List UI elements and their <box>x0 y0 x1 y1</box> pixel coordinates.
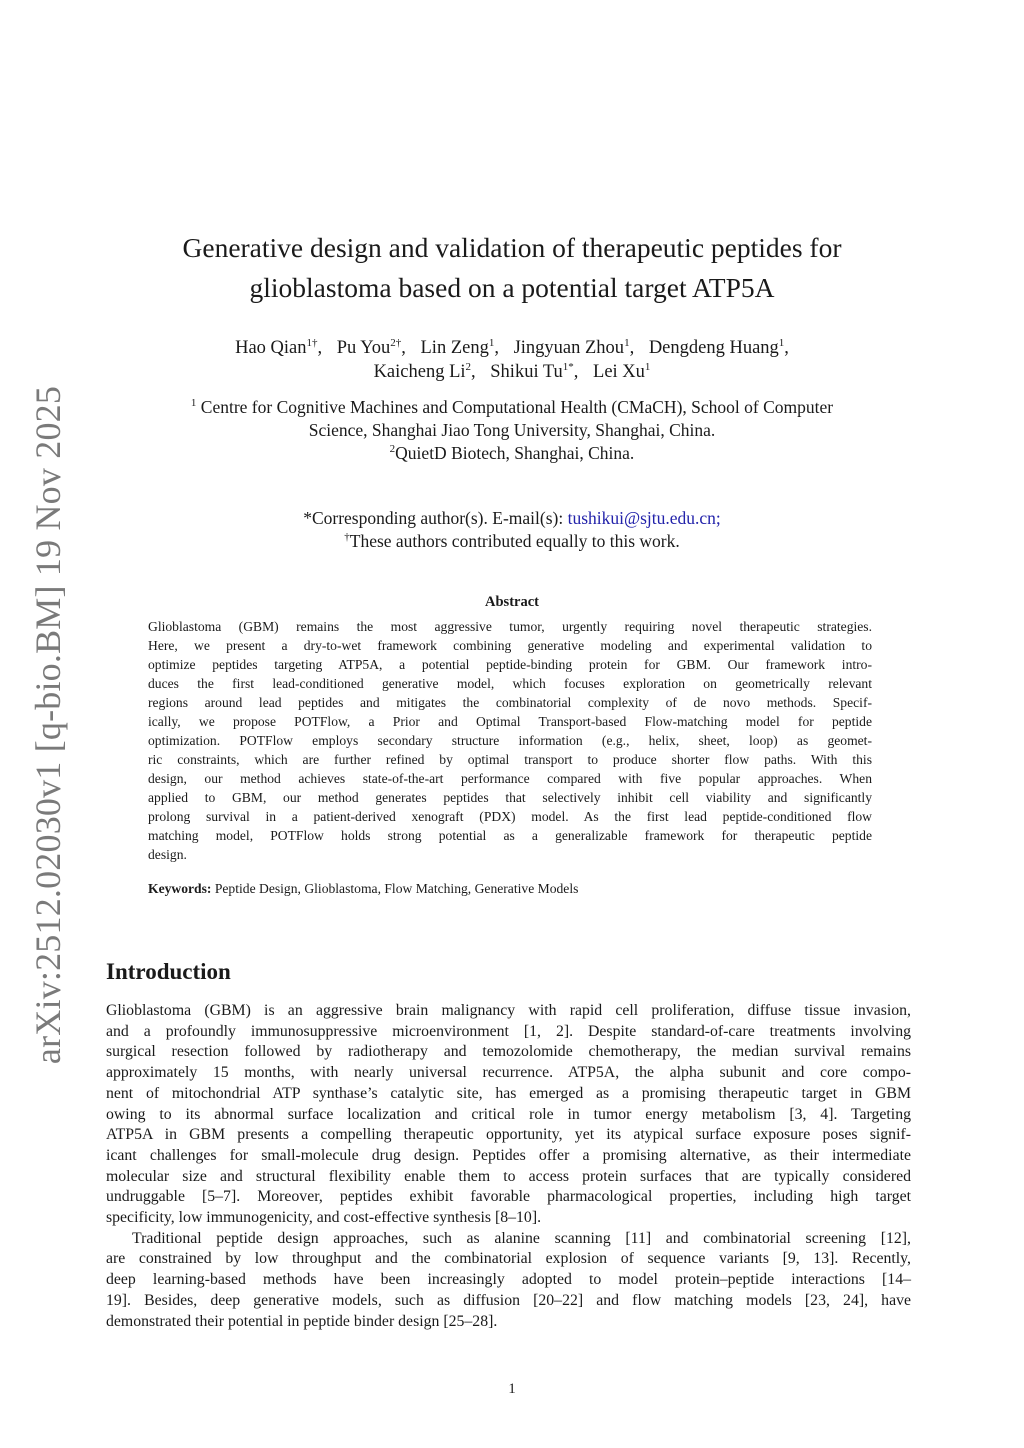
author: Dengdeng Huang$^1$, <box>648 337 789 358</box>
author: Lin Zeng$^1$, <box>420 337 499 358</box>
intro-line: 19]. Besides, deep generative models, such as diffusion [20–22] and flow matching models [23, 24], have <box>106 1291 911 1309</box>
intro-line: specificity, low immunogenicity, and cost-effective synthesis [8–10]. <box>106 1209 542 1227</box>
intro-line: nent of mitochondrial ATP synthase’s catalytic site, has emerged as a promising therapeutic target in GBM <box>106 1084 911 1102</box>
introduction-body <box>106 1001 911 1332</box>
title-line-1: Generative design and validation of therapeutic peptides for <box>182 232 842 263</box>
intro-line: surgical resection followed by radiotherapy and temozolomide chemotherapy, the median survival remains <box>106 1043 911 1061</box>
abstract-line: matching model, POTFlow holds strong potential as a generalizable framework for therapeutic peptide <box>148 828 872 843</box>
intro-line: undruggable [5–7]. Moreover, peptides exhibit favorable pharmacological properties, including high target <box>106 1188 911 1206</box>
keywords-text: Peptide Design, Glioblastoma, Flow Matching, Generative Models <box>211 881 579 896</box>
author: Lei Xu$^1$ <box>593 361 651 382</box>
intro-line: approximately 15 months, with nearly universal recurrence. ATP5A, the alpha subunit and core compo- <box>106 1064 911 1082</box>
author: Hao Qian$^{1\dagger}$, <box>235 337 323 358</box>
affiliation-1: $^1$ Centre for Cognitive Machines and Computational Health (CMaCH), School of Computer <box>190 397 834 417</box>
author-line-1 <box>112 336 912 360</box>
title-line-2: glioblastoma based on a potential target ATP5A <box>249 272 775 303</box>
author: Pu You$^{2\dagger}$, <box>336 337 406 358</box>
equal-contribution-note: †These authors contributed equally to this work. <box>344 531 680 551</box>
author-line-2 <box>112 360 912 384</box>
corresponding-author-line: *Corresponding author(s). E-mail(s): tushikui@sjtu.edu.cn; <box>303 508 721 528</box>
author: Kaicheng Li$^2$, <box>373 361 476 382</box>
section-heading-introduction: Introduction <box>106 959 231 984</box>
abstract-line: design, our method achieves state-of-the-art performance compared with five popular approaches. When <box>148 771 872 786</box>
affiliation-1-cont: Science, Shanghai Jiao Tong University, Shanghai, China. <box>308 420 716 440</box>
intro-line: Glioblastoma (GBM) is an aggressive brain malignancy with rapid cell proliferation, diffuse tissue invasion, <box>106 1002 911 1019</box>
intro-line: ATP5A in GBM presents a compelling therapeutic opportunity, yet its atypical surface exposure poses signif- <box>106 1126 911 1144</box>
abstract-line: regions around lead peptides and mitigates the combinatorial complexity of de novo methods. Specif- <box>148 695 872 710</box>
abstract-line: optimization. POTFlow employs secondary structure information (e.g., helix, sheet, loop) as geomet- <box>148 733 872 748</box>
page-number: 1 <box>508 1381 516 1397</box>
author: Shikui $Tu^{1*}$, <box>490 361 579 382</box>
email-link[interactable]: tushikui@sjtu.edu.cn <box>567 508 716 528</box>
abstract-line: Glioblastoma (GBM) remains the most aggressive tumor, urgently requiring novel therapeutic strategies. <box>148 619 872 634</box>
abstract-line: optimize peptides targeting ATP5A, a potential peptide-binding protein for GBM. Our framework intro- <box>148 657 872 672</box>
intro-paragraph-1 <box>106 1001 911 1229</box>
abstract-line: applied to GBM, our method generates peptides that selectively inhibit cell viability and significantly <box>148 790 872 805</box>
intro-line: Traditional peptide design approaches, such as alanine scanning [11] and combinatorial screening [12], <box>132 1229 911 1247</box>
intro-line: owing to its abnormal surface localization and critical role in tumor energy metabolism [3, 4]. Targeting <box>106 1105 911 1123</box>
abstract-text <box>148 617 872 864</box>
abstract-line: duces the first lead-conditioned generative model, which focuses exploration on geometrically relevant <box>148 676 872 691</box>
abstract-line: ically, we propose POTFlow, a Prior and Optimal Transport-based Flow-matching model for peptide <box>148 714 872 729</box>
affiliation-2: $^2$QuietD Biotech, Shanghai, China. <box>389 443 635 463</box>
intro-line: deep learning-based methods have been increasingly adopted to model protein–peptide interactions [14– <box>106 1271 911 1289</box>
correspondence <box>112 507 912 553</box>
intro-line: demonstrated their potential in peptide binder design [25–28]. <box>106 1312 498 1330</box>
keywords <box>148 879 872 898</box>
intro-line: molecular size and structural flexibility enable them to access protein surfaces that are typically considered <box>106 1167 911 1185</box>
author-list <box>112 336 912 384</box>
intro-line: icant challenges for small-molecule drug design. Peptides offer a promising alternative, as their intermediate <box>106 1146 911 1164</box>
abstract-line: Here, we present a dry-to-wet framework combining generative modeling and experimental validation to <box>148 638 872 653</box>
intro-line: and a profoundly immunosuppressive microenvironment [1, 2]. Despite standard-of-care treatments involving <box>106 1022 911 1040</box>
intro-paragraph-2 <box>106 1229 911 1333</box>
abstract-line: ric constraints, which are further refined by optimal transport to produce shorter flow paths. With this <box>148 752 872 767</box>
affiliations <box>112 396 912 465</box>
paper-title <box>112 228 912 308</box>
abstract-line: prolong survival in a patient-derived xenograft (PDX) model. As the first lead peptide-conditioned flow <box>148 809 872 824</box>
arxiv-identifier-stamp: arXiv:2512.02030v1 [q-bio.BM] 19 Nov 2025 <box>28 385 68 1065</box>
author: Jingyuan Zhou$^1$, <box>513 337 635 358</box>
keywords-label: Keywords: <box>148 881 212 896</box>
abstract-heading: Abstract <box>485 594 539 610</box>
intro-line: are constrained by low throughput and the combinatorial explosion of sequence variants [9, 13]. Recently, <box>106 1250 911 1268</box>
abstract-line: design. <box>148 847 187 862</box>
